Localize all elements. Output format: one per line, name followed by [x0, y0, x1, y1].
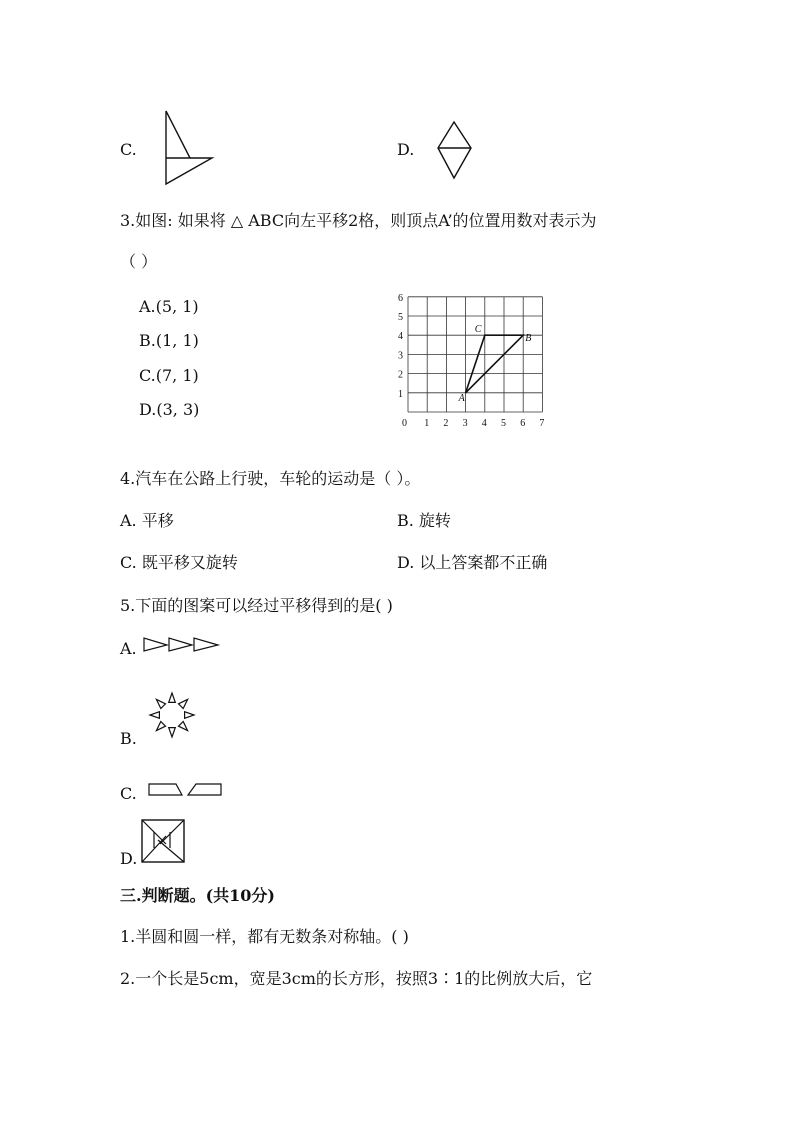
y-tick-label: 2: [398, 369, 403, 381]
sun-ray-triangle: [169, 693, 176, 702]
x-tick-label: 5: [501, 418, 506, 429]
q5-figure-c-trapezoids: [146, 782, 226, 798]
x-tick-label: 3: [462, 418, 468, 429]
q4-option-a: A. 平移: [120, 511, 174, 530]
q5-figure-d-square: [140, 818, 188, 866]
sun-ray-triangle: [185, 712, 194, 719]
q4-option-c: C. 既平移又旋转: [120, 553, 238, 572]
q3-stem: 3.如图: 如果将 △ ABC向左平移2格，则顶点A’的位置用数对表示为: [120, 211, 597, 230]
q5-label-d: D.: [120, 849, 138, 868]
sun-ray-triangle: [150, 712, 159, 719]
point-label-a: A: [458, 392, 465, 404]
y-tick-label: 4: [398, 331, 403, 343]
q5-label-b: B.: [120, 729, 137, 748]
sun-ray-triangle: [156, 699, 165, 708]
q5-stem: 5.下面的图案可以经过平移得到的是( ): [120, 596, 393, 615]
y-tick-label: 1: [398, 388, 403, 400]
sun-ray-triangle: [169, 728, 176, 737]
x-tick-label: 7: [539, 418, 545, 429]
y-tick-label: 5: [398, 312, 403, 323]
q4-option-b: B. 旋转: [397, 511, 451, 530]
q5-label-a: A.: [120, 639, 137, 658]
option-d-label: D.: [397, 140, 415, 159]
section-3-title: 三.判断题。(共10分): [120, 886, 275, 905]
q3-answer-blank: （ ）: [120, 252, 158, 271]
option-d-figure: [436, 120, 476, 180]
option-c-label: C.: [120, 140, 137, 159]
q3-option-c: C.(7, 1): [139, 366, 199, 385]
x-tick-label: 2: [443, 418, 449, 429]
sun-ray-triangle: [179, 722, 188, 731]
y-tick-label: 3: [398, 350, 403, 362]
point-label-b: B: [525, 333, 532, 345]
q5-label-c: C.: [120, 784, 137, 803]
sun-ray-triangle: [179, 699, 188, 708]
coordinate-grid: [390, 284, 550, 434]
sun-ray-triangle: [156, 722, 165, 731]
triangle-abc: [466, 335, 524, 393]
q3-option-d: D.(3, 3): [139, 400, 200, 419]
q5-figure-b-sun: [145, 688, 201, 744]
x-tick-label: 0: [402, 418, 407, 429]
x-tick-label: 1: [424, 418, 430, 429]
x-tick-label: 6: [520, 418, 526, 429]
q4-stem: 4.汽车在公路上行驶，车轮的运动是（ ）。: [120, 469, 421, 488]
section-3-q1: 1.半圆和圆一样，都有无数条对称轴。( ): [120, 927, 409, 946]
q4-option-d: D. 以上答案都不正确: [397, 553, 548, 572]
q5-figure-a-triangles: [142, 636, 222, 656]
section-3-q2: 2.一个长是5cm，宽是3cm的长方形，按照3∶1的比例放大后，它: [120, 969, 593, 988]
option-c-figure: [160, 108, 220, 188]
q3-option-a: A.(5, 1): [139, 297, 199, 316]
q3-option-b: B.(1, 1): [139, 331, 199, 350]
y-tick-label: 6: [398, 292, 403, 304]
point-label-c: C: [474, 324, 482, 336]
x-tick-label: 4: [481, 418, 487, 429]
